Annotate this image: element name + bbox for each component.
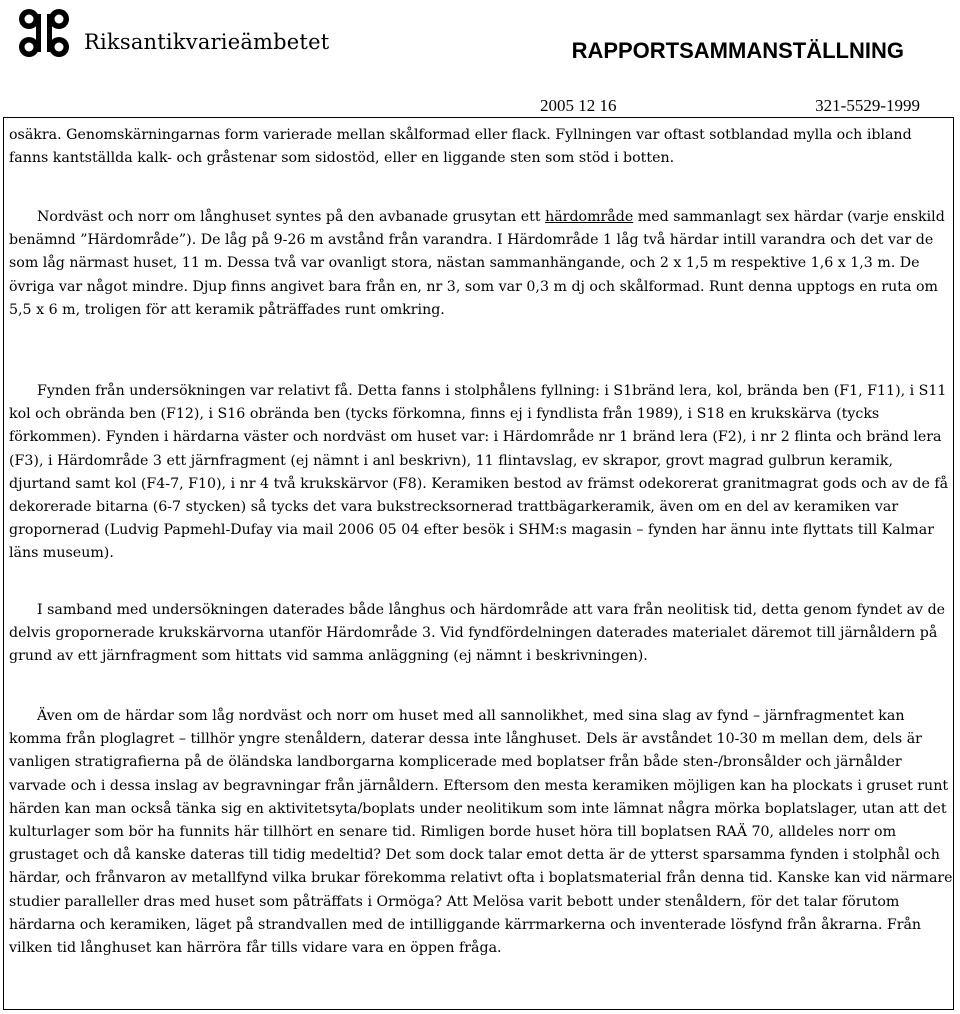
document-date: 2005 12 16 <box>540 96 617 115</box>
paragraph-text: Även om de härdar som låg nordväst och norr om huset med all sannolikhet, med sina slag av fynd – järnfragmentet kan komma från ploglagret – tillhör yngre stenåldern, daterar dessa inte långhuset. Dels är avståndet 10-30 m mellan dem, dels är vanligen stratigrafierna på de öländska landborgarna komplicerade med boplatser från både sten-/bronsålder och järnålder varvade och i dessa inslag av begravningar från järnåldern. Eftersom den mesta keramiken möjligen kan ha plockats i gruset runt härden kan man också tänka sig en aktivitetsyta/boplats under neolitikum som inte lämnat några mörka boplatslager, utan att det kulturlager som bör ha funnits här tillhört en senare tid. Rimligen borde huset höra till boplatsen RAÄ 70, alldeles norr om grustaget och då kanske dateras till tidig medeltid? Det som dock talar emot detta är de ytterst sparsamma fynden i stolphål och härdar, och frånvaron av metallfynd vilka brukar förekomma relativt ofta i boplatsmaterial från denna tid. Kanske kan vid närmare studier paralleller dras med huset som påträffats i Ormöga? Att Melösa varit bebott under stenåldern, för det talar förutom härdarna och keramiken, läget på strandvallen med de intilliggande kärrmarkerna och inventerade lösfynd från åkrarna. Från vilken tid långhuset kan härröra får tills vidare vara en öppen fråga. <box>9 708 953 957</box>
paragraph-text: I samband med undersökningen daterades både långhus och härdområde att vara från neolitisk tid, detta genom fyndet av de delvis gropornerade krukskärvorna utanför Härdområde 3. Vid fyndfördelningen daterades materialet däremot till järnåldern på grund av ett järnfragment som hittats vid samma anläggning (ej nämnt i beskrivningen). <box>9 602 946 665</box>
paragraph-hardomrade <box>9 206 954 322</box>
report-title: RAPPORTSAMMANSTÄLLNING <box>571 38 904 63</box>
raa-logo-icon <box>14 6 74 65</box>
paragraph-finds <box>9 380 954 566</box>
paragraph-text: Nordväst och norr om långhuset syntes på den avbanade grusytan ett <box>37 209 546 225</box>
organization-name: Riksantikvarieämbetet <box>84 30 330 54</box>
paragraph-text: med sammanlagt sex härdar (varje enskild benämnd ”Härdområde”). De låg på 9-26 m avstånd från varandra. I Härdområde 1 låg två härdar intill varandra och det var de som låg närmast huset, 11 m. Dessa två var ovanligt stora, nästan sammanhängande, och 2 x 1,5 m respektive 1,6 x 1,3 m. De övriga var något mindre. Djup finns angivet bara från en, nr 3, som var 0,3 m dj och skålformad. Runt denna upptogs en ruta om 5,5 x 6 m, troligen för att keramik påträffades runt omkring. <box>9 209 945 318</box>
document-number: 321-5529-1999 <box>815 96 920 115</box>
hardomrade-term: härdområde <box>545 209 634 225</box>
paragraph-text: Fynden från undersökningen var relativt få. Detta fanns i stolphålens fyllning: i S1bränd lera, kol, brända ben (F1, F11), i S11 kol och obrända ben (F12), i S16 obrända ben (tycks förkomna, finns ej i fyndlista från 1989), i S18 en krukskärva (tycks förkommen). Fynden i härdarna väster och nordväst om huset var: i Härdområde nr 1 bränd lera (F2), i nr 2 flinta och bränd lera (F3), i Härdområde 3 ett järnfragment (ej nämnt i anl beskrivn), 11 flintavslag, ev skrapor, grovt magrad gulbrun keramik, djurtand samt kol (F4-7, F10), i nr 4 två krukskärvor (F8). Keramiken bestod av främst odekorerat granitmagrat gods och av de få dekorerade bitarna (6-7 stycken) så tycks det vara bukstrecksornerad trattbägarkeramik, även om en del av keramiken var gropornerad (Ludvig Papmehl-Dufay via mail 2006 05 04 efter besök i SHM:s magasin – fynden har ännu inte flyttats till Kalmar läns museum). <box>9 383 949 562</box>
paragraph-dating <box>9 599 954 669</box>
page-header <box>0 0 960 122</box>
paragraph-discussion <box>9 705 954 960</box>
paragraph-continued: osäkra. Genomskärningarnas form varierade mellan skålformad eller flack. Fyllningen var oftast sotblandad mylla och ibland fanns kantställda kalk- och gråstenar som sidostöd, eller en liggande sten som stöd i botten. <box>9 127 912 167</box>
